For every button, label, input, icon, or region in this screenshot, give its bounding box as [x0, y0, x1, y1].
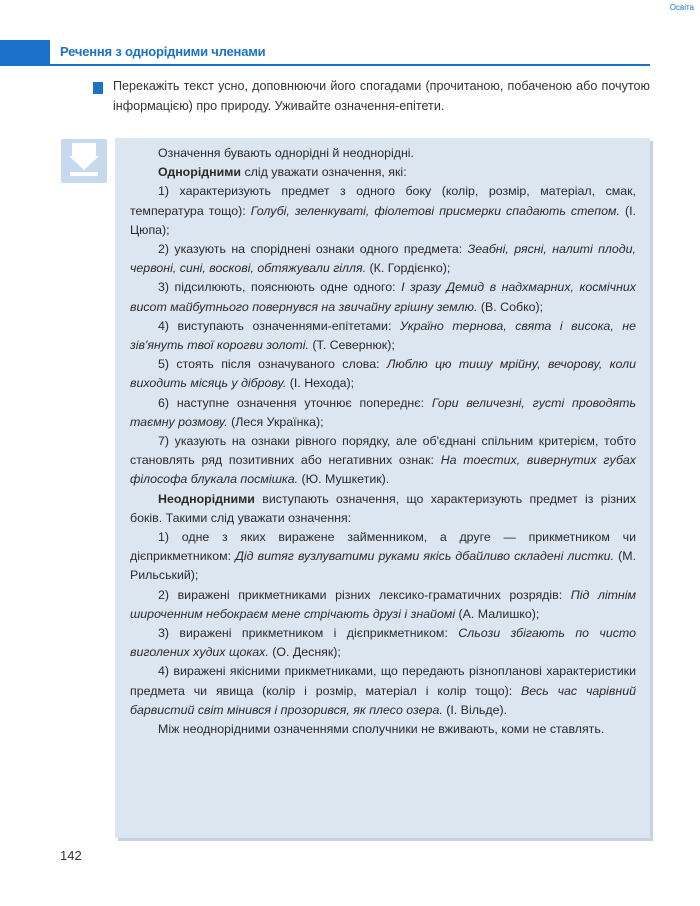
final-rule: Між неоднорідними означеннями сполучники не вживають, коми не ставлять.	[158, 722, 605, 737]
list-item: 2) виражені прикметниками різних лексико-граматичних розрядів: Під літнім широченним небокраєм мене стрічають друзі і знайомі (А. Малишко);	[130, 587, 636, 621]
list-item: 1) характеризують предмет з одного боку (колір, розмір, матеріал, смак, температура тощо): Голубі, зеленкуваті, фіолетові присмерки спадають степом. (І. Цюпа);	[130, 184, 636, 237]
section-title: Речення з однорідними членами	[60, 44, 266, 59]
homogeneous-definition: Однорідними слід уважати означення, які:	[158, 165, 407, 180]
list-item: 2) указують на споріднені ознаки одного предмета: Зеабні, рясні, налиті плоди, червоні, сині, воскові, обтяжували гілля. (К. Гордієнко);	[130, 242, 636, 276]
download-icon[interactable]	[61, 139, 107, 183]
section-header	[0, 40, 650, 66]
header-accent-bar	[0, 40, 50, 64]
list-item: 4) виражені якісними прикметниками, що передають різнопланові характеристики предмета чи явища (колір і розмір, матеріал і колір тощо): Весь час чарівний барвистий світ мінився і прозорився, як плесо озера. (І. Вільде).	[130, 664, 636, 717]
list-item: 6) наступне означення уточнює попереднє: Гори величезні, густі проводять таємну розмову. (Леся Українка);	[130, 395, 636, 429]
list-item: 7) указують на ознаки рівного порядку, але об'єднані спільним критерієм, тобто становлять ряд позитивних або негативних ознак: На тоестих, вивернутих губах філософа блукала посмішка. (Ю. Мушкетик).	[130, 434, 636, 487]
term-homogeneous: Однорідними	[158, 165, 242, 180]
task-marker	[93, 82, 103, 94]
theory-content	[130, 144, 636, 739]
intro-paragraph: Означення бувають однорідні й неоднорідні.	[158, 146, 414, 160]
corner-mark: Освіта	[669, 3, 694, 12]
task-instruction: Перекажіть текст усно, доповнюючи його спогадами (прочитаною, побаченою або почутою інформацією) про природу. Уживайте означення-епітети.	[113, 79, 650, 113]
list-item: 4) виступають означеннями-епітетами: Україно тернова, свята і висока, не зів'януть твої корогви золоті. (Т. Севернюк);	[130, 318, 636, 353]
page-number: 142	[60, 848, 82, 863]
list-item: 1) одне з яких виражене займенником, а друге — прикметником чи дієприкметником: Дід витяг вузлуватими руками якісь дбайливо складені листки. (М. Рильський);	[130, 530, 636, 583]
heterogeneous-definition: Неоднорідними виступають означення, що характеризують предмет із різних боків. Такими слід уважати означення:	[130, 491, 636, 525]
term-heterogeneous: Неоднорідними	[158, 491, 255, 506]
list-item: 5) стоять після означуваного слова: Люблю цю тишу мрійну, вечорову, коли виходить місяць у діброву. (І. Нехода);	[130, 357, 636, 391]
list-item: 3) виражені прикметником і дієприкметником: Сльози збігають по чисто виголених худих щоках. (О. Десняк);	[130, 626, 636, 660]
list-item: 3) підсилюють, пояснюють одне одного: І зразу Демид в надхмарних, космічних висот майбутнього повернувся на звичайну грішну землю. (В. Собко);	[130, 280, 636, 314]
